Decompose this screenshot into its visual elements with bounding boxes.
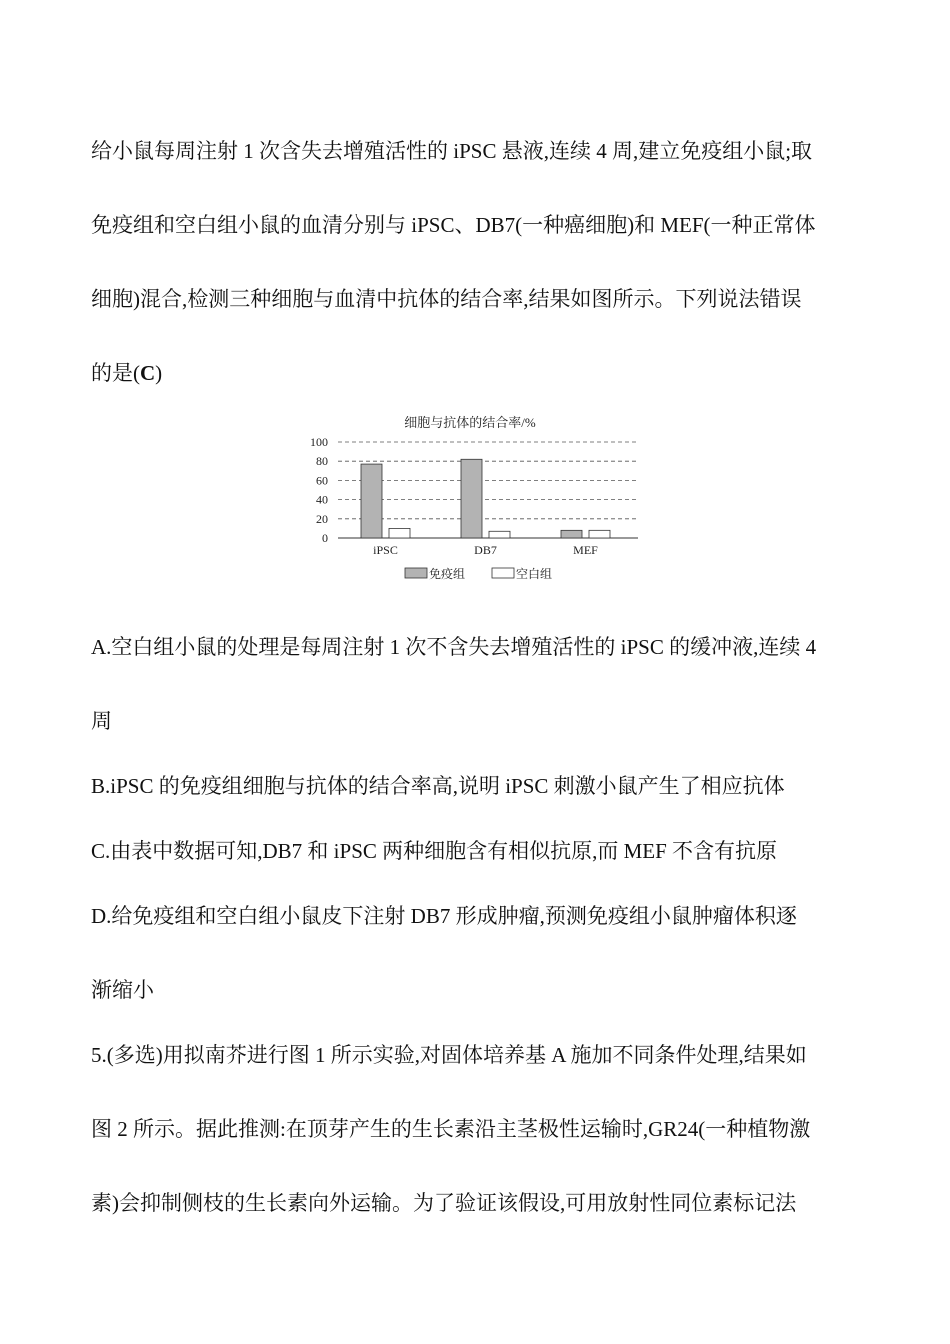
paragraph-line-1: 给小鼠每周注射 1 次含失去增殖活性的 iPSC 悬液,连续 4 周,建立免疫组小鼠;取	[91, 139, 813, 163]
answer-letter: C	[140, 361, 156, 385]
legend-label: 免疫组	[429, 567, 466, 581]
x-tick-label: iPSC	[373, 543, 398, 557]
x-tick-label: MEF	[573, 543, 598, 557]
option-b: B.iPSC 的免疫组细胞与抗体的结合率高,说明 iPSC 刺激小鼠产生了相应抗体	[91, 774, 785, 798]
bar-db7-blank	[489, 531, 510, 538]
option-d-line-2: 渐缩小	[91, 978, 154, 1002]
y-axis-ticks	[310, 435, 328, 545]
question5-line-3: 素)会抑制侧枝的生长素向外运输。为了验证该假设,可用放射性同位素标记法	[91, 1191, 797, 1215]
chart-title: 细胞与抗体的结合率/%	[404, 415, 536, 430]
x-axis-labels	[373, 543, 598, 557]
y-tick-label: 20	[316, 511, 328, 526]
option-a-line-1: A.空白组小鼠的处理是每周注射 1 次不含失去增殖活性的 iPSC 的缓冲液,连续 4	[91, 635, 817, 659]
chart-gridlines	[338, 442, 638, 519]
bar-mef-immune	[561, 530, 582, 538]
legend-swatch	[405, 568, 427, 578]
answer-suffix: )	[155, 361, 163, 385]
y-tick-label: 100	[310, 435, 328, 449]
paragraph-line-3: 细胞)混合,检测三种细胞与血清中抗体的结合率,结果如图所示。下列说法错误	[91, 287, 802, 311]
bar-db7-immune	[461, 459, 482, 538]
legend-swatch	[492, 568, 514, 578]
binding-rate-bar-chart	[300, 408, 650, 593]
y-tick-label: 80	[316, 454, 328, 469]
chart-bars	[361, 459, 610, 538]
question5-line-1: 5.(多选)用拟南芥进行图 1 所示实验,对固体培养基 A 施加不同条件处理,结果如	[91, 1043, 807, 1067]
x-tick-label: DB7	[474, 543, 497, 557]
bar-mef-blank	[589, 530, 610, 538]
y-tick-label: 40	[316, 492, 328, 507]
answer-prefix: 的是(	[91, 361, 140, 385]
chart-legend	[405, 566, 552, 581]
option-c: C.由表中数据可知,DB7 和 iPSC 两种细胞含有相似抗原,而 MEF 不含有抗原	[91, 839, 778, 863]
bar-ipsc-blank	[389, 528, 410, 538]
legend-label: 空白组	[516, 567, 553, 581]
paragraph-line-4	[91, 358, 162, 388]
option-d-line-1: D.给免疫组和空白组小鼠皮下注射 DB7 形成肿瘤,预测免疫组小鼠肿瘤体积逐	[91, 904, 797, 928]
question5-line-2: 图 2 所示。据此推测:在顶芽产生的生长素沿主茎极性运输时,GR24(一种植物激	[91, 1117, 811, 1141]
y-tick-label: 0	[322, 531, 328, 545]
paragraph-line-2: 免疫组和空白组小鼠的血清分别与 iPSC、DB7(一种癌细胞)和 MEF(一种正常体	[91, 213, 816, 237]
y-tick-label: 60	[316, 473, 328, 488]
bar-ipsc-immune	[361, 464, 382, 538]
option-a-line-2: 周	[91, 709, 112, 733]
